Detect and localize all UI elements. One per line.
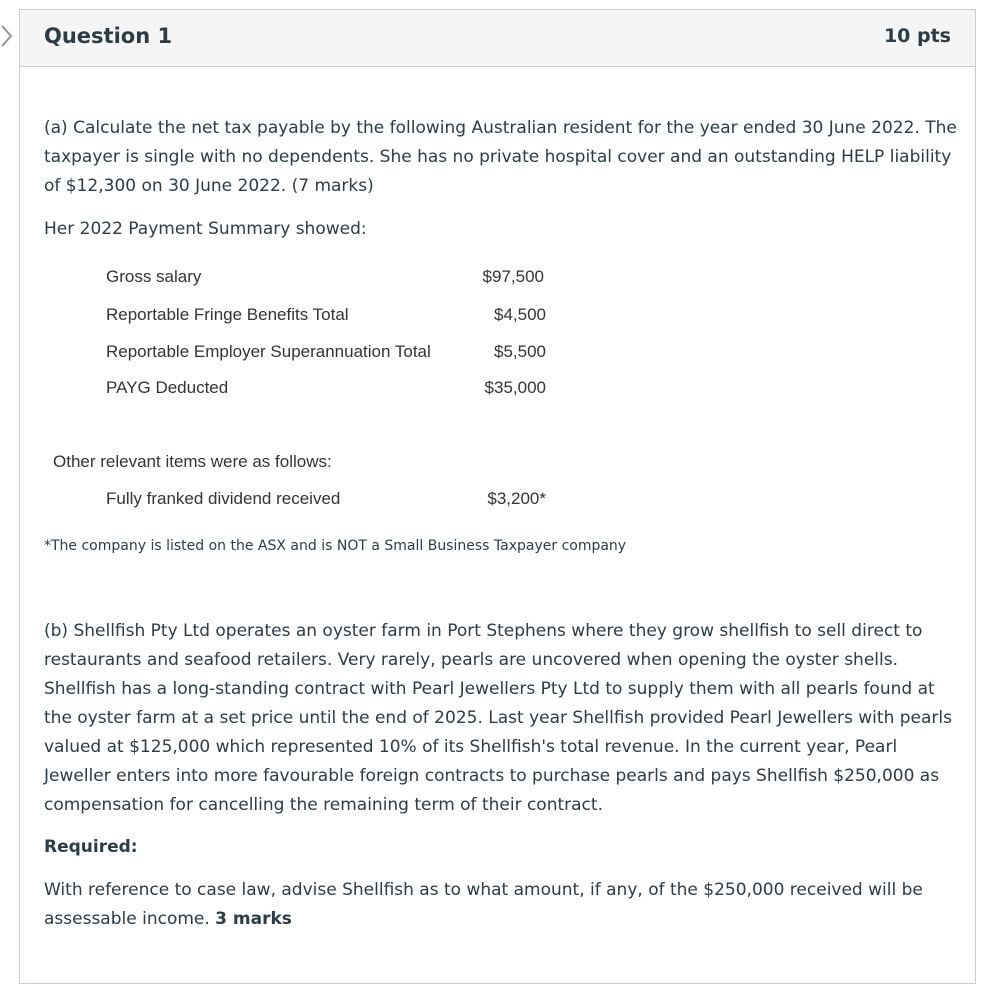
summary-value: $97,500 [482, 267, 544, 286]
part-b-line-7: compensation for cancelling the remaining term of their contract. [44, 795, 603, 815]
part-a-line-3: of $12,300 on 30 June 2022. (7 marks) [44, 176, 374, 196]
question-header [20, 10, 975, 67]
task-line-2-text: assessable income. [44, 909, 216, 929]
summary-label: PAYG Deducted [106, 378, 229, 397]
summary-label: Reportable Employer Superannuation Total [106, 342, 431, 361]
summary-heading: Her 2022 Payment Summary showed: [44, 219, 367, 239]
other-items-heading: Other relevant items were as follows: [53, 452, 332, 471]
footnote: *The company is listed on the ASX and is NOT a Small Business Taxpayer company [44, 538, 627, 554]
other-item-value: $3,200* [487, 489, 546, 508]
part-b-line-4: the oyster farm at a set price until the end of 2025. Last year Shellfish provided Pearl Jewellers with pearls [44, 708, 952, 728]
other-item-label: Fully franked dividend received [106, 489, 341, 508]
task-line-2 [44, 905, 292, 934]
summary-value: $5,500 [494, 342, 546, 361]
summary-label: Reportable Fringe Benefits Total [106, 305, 349, 324]
summary-value: $4,500 [494, 305, 546, 324]
task-marks: 3 marks [215, 909, 292, 929]
summary-value: $35,000 [484, 378, 546, 397]
chevron-right-icon[interactable] [0, 23, 18, 49]
question-points: 10 pts [883, 25, 951, 47]
part-b-line-5: valued at $125,000 which represented 10% of its Shellfish's total revenue. In the current year, Pearl [44, 737, 898, 757]
task-line-1: With reference to case law, advise Shellfish as to what amount, if any, of the $250,000 received will be [44, 880, 923, 900]
required-label: Required: [44, 837, 138, 857]
summary-label: Gross salary [106, 267, 202, 286]
question-card [19, 9, 976, 984]
part-a-line-1: (a) Calculate the net tax payable by the following Australian resident for the year ended 30 June 2022. The [44, 118, 957, 138]
part-b-line-6: Jeweller enters into more favourable foreign contracts to purchase pearls and pays Shellfish $250,000 as [44, 766, 940, 786]
part-b-line-1: (b) Shellfish Pty Ltd operates an oyster farm in Port Stephens where they grow shellfish to sell direct to [44, 621, 923, 641]
part-a-line-2: taxpayer is single with no dependents. She has no private hospital cover and an outstanding HELP liability [44, 147, 952, 167]
part-b-line-2: restaurants and seafood retailers. Very rarely, pearls are uncovered when opening the oyster shells. [44, 650, 899, 670]
part-b-line-3: Shellfish has a long-standing contract with Pearl Jewellers Pty Ltd to supply them with all pearls found at [44, 679, 935, 699]
question-title: Question 1 [44, 24, 173, 48]
